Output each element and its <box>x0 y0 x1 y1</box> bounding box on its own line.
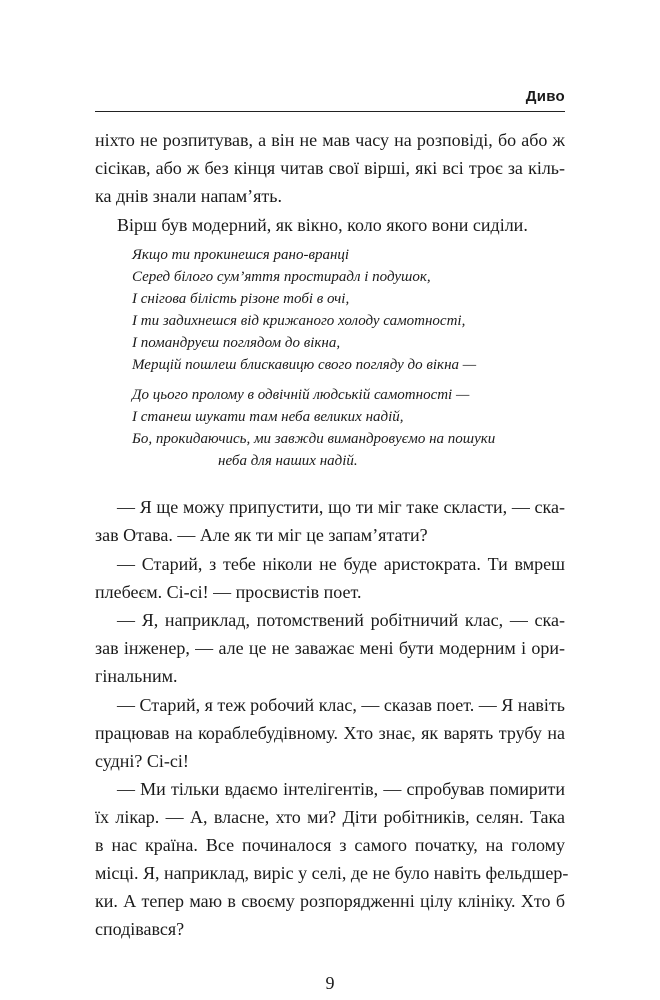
running-head: Диво <box>525 88 565 105</box>
prose-line: зав інженер, — але це не заважає мені бути модерним і ори- <box>95 638 565 658</box>
verse-line: І ти задихнешся від крижаного холоду самотності, <box>132 313 466 329</box>
prose-line: місці. Я, наприклад, виріс у селі, де не було навіть фельдшер- <box>95 863 569 883</box>
prose-line: гінальним. <box>95 666 178 686</box>
prose-line: — Старий, з тебе ніколи не буде аристократа. Ти вмреш <box>117 554 565 574</box>
prose-line: ніхто не розпитував, а він не мав часу на розповіді, бо або ж <box>95 130 565 150</box>
prose-line: судні? Сі-сі! <box>95 751 189 771</box>
verse-line: Бо, прокидаючись, ми завжди вимандровуємо на пошуки <box>132 431 496 447</box>
verse-line: І станеш шукати там неба великих надій, <box>132 409 404 425</box>
verse-line: І помандруєш поглядом до вікна, <box>132 335 341 351</box>
prose-line: плебеєм. Сі-сі! — просвистів поет. <box>95 582 362 602</box>
verse-line: Якщо ти прокинешся рано-вранці <box>132 247 350 263</box>
prose-line: їх лікар. — А, власне, хто ми? Діти робітників, селян. Така <box>95 807 565 827</box>
page-number: 9 <box>325 973 335 993</box>
prose-line: ка днів знали напам’ять. <box>95 186 283 206</box>
prose-line: сподівався? <box>95 919 185 939</box>
verse-line: І снігова білість різоне тобі в очі, <box>132 291 350 307</box>
prose-line: Вірш був модерний, як вікно, коло якого вони сиділи. <box>117 215 528 235</box>
prose-line: сісікав, або ж без кінця читав свої вірші, які всі троє за кіль- <box>95 158 565 178</box>
prose-line: — Я, наприклад, потомствений робітничий клас, — ска- <box>117 610 565 630</box>
verse-line: Серед білого сум’яття простирадл і подушок, <box>132 269 431 285</box>
prose-line: ки. А тепер маю в своєму розпорядженні цілу клініку. Хто б <box>95 891 565 911</box>
prose-line: працював на кораблебудівному. Хто знає, як варять трубу на <box>95 723 565 743</box>
prose-line: — Ми тільки вдаємо інтелігентів, — спробував помирити <box>117 779 565 799</box>
prose-line: в нас країна. Все починалося з самого початку, на голому <box>95 835 565 855</box>
verse-line: До цього пролому в одвічній людській самотності — <box>132 387 470 403</box>
prose-line: — Я ще можу припустити, що ти міг таке скласти, — ска- <box>117 497 565 517</box>
prose-line: зав Отава. — Але як ти міг це запам’ятати? <box>95 525 428 545</box>
header-rule <box>95 111 565 112</box>
prose-line: — Старий, я теж робочий клас, — сказав поет. — Я навіть <box>117 695 566 715</box>
verse-line: неба для наших надій. <box>218 453 358 469</box>
verse-line: Мерщій пошлеш блискавицю свого погляду до вікна — <box>132 357 477 373</box>
